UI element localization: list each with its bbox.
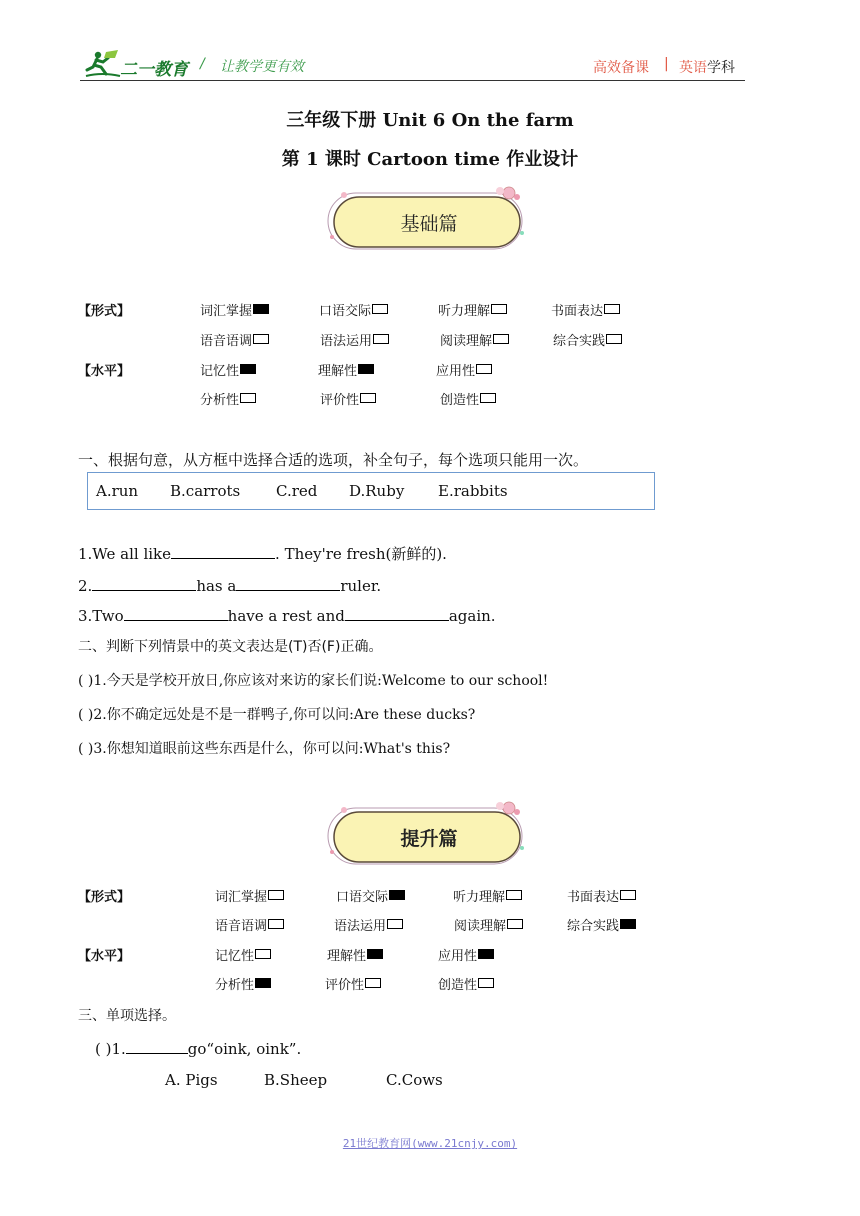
section1-level-label: 【水平】 bbox=[78, 364, 131, 379]
header-divider bbox=[80, 80, 745, 81]
checkbox-empty-icon bbox=[606, 334, 622, 344]
section1-form-label: 【形式】 bbox=[78, 304, 131, 319]
checkbox-empty-icon bbox=[373, 334, 389, 344]
s1-form-speaking: 口语交际 bbox=[319, 300, 388, 319]
checkbox-checked-icon bbox=[253, 304, 269, 314]
checkbox-empty-icon bbox=[372, 304, 388, 314]
part3-option-c: C.Cows bbox=[386, 1071, 443, 1089]
s2-form-speaking: 口语交际 bbox=[336, 886, 405, 905]
part2-item-3: ( )3.你想知道眼前这些东西是什么，你可以问:What's this? bbox=[78, 741, 451, 757]
part2-item-1: ( )1.今天是学校开放日,你应该对来访的家长们说:Welcome to our school! bbox=[78, 673, 549, 689]
checkbox-empty-icon bbox=[493, 334, 509, 344]
part2-instruction: 二、判断下列情景中的英文表达是(T)否(F)正确。 bbox=[78, 639, 383, 655]
s1-form-vocab: 词汇掌握 bbox=[200, 300, 269, 319]
part1-question-3: 3.Two have a rest and again. bbox=[78, 607, 496, 625]
s1-form-grammar: 语法运用 bbox=[320, 330, 389, 349]
s1-level-analysis: 分析性 bbox=[200, 389, 256, 408]
section2-form-label: 【形式】 bbox=[78, 890, 131, 905]
footer-link[interactable]: 21世纪教育网(www.21cnjy.com) bbox=[342, 1137, 518, 1150]
s1-level-understanding: 理解性 bbox=[318, 360, 374, 379]
badge-basic bbox=[324, 185, 534, 255]
s2-form-vocab: 词汇掌握 bbox=[215, 886, 284, 905]
checkbox-checked-icon bbox=[255, 978, 271, 988]
checkbox-checked-icon bbox=[358, 364, 374, 374]
s2-level-understanding: 理解性 bbox=[327, 945, 383, 964]
title-line-2: 第 1 课时 Cartoon time 作业设计 bbox=[281, 149, 579, 170]
part1-question-2: 2. has a ruler. bbox=[78, 577, 382, 595]
s1-form-listening: 听力理解 bbox=[438, 300, 507, 319]
checkbox-empty-icon bbox=[507, 919, 523, 929]
checkbox-empty-icon bbox=[491, 304, 507, 314]
s1-form-reading: 阅读理解 bbox=[440, 330, 509, 349]
part3-instruction: 三、单项选择。 bbox=[78, 1008, 176, 1024]
slogan: 让教学更有效 bbox=[220, 59, 304, 75]
option-b: B.carrots bbox=[170, 482, 241, 500]
checkbox-empty-icon bbox=[365, 978, 381, 988]
s2-level-application: 应用性 bbox=[438, 945, 494, 964]
option-c: C.red bbox=[276, 482, 318, 500]
badge-advanced-label: 提升篇 bbox=[400, 828, 458, 850]
s2-form-listening: 听力理解 bbox=[453, 886, 522, 905]
option-d: D.Ruby bbox=[349, 482, 405, 500]
checkbox-checked-icon bbox=[240, 364, 256, 374]
s2-form-phonetics: 语音语调 bbox=[215, 915, 284, 934]
s1-form-practice: 综合实践 bbox=[553, 330, 622, 349]
s2-form-grammar: 语法运用 bbox=[334, 915, 403, 934]
s1-level-application: 应用性 bbox=[436, 360, 492, 379]
title-line-1: 三年级下册 Unit 6 On the farm bbox=[286, 110, 574, 131]
answer-blank[interactable] bbox=[171, 544, 275, 559]
checkbox-checked-icon bbox=[478, 949, 494, 959]
checkbox-empty-icon bbox=[360, 393, 376, 403]
checkbox-empty-icon bbox=[506, 890, 522, 900]
checkbox-empty-icon bbox=[604, 304, 620, 314]
header-right-b1: 英语 bbox=[679, 60, 707, 76]
option-a: A.run bbox=[96, 482, 139, 500]
s2-level-creation: 创造性 bbox=[438, 974, 494, 993]
checkbox-empty-icon bbox=[240, 393, 256, 403]
answer-blank[interactable] bbox=[236, 576, 340, 591]
part3-question-1: ( )1. go“oink, oink”. bbox=[95, 1040, 302, 1058]
checkbox-empty-icon bbox=[255, 949, 271, 959]
s2-form-reading: 阅读理解 bbox=[454, 915, 523, 934]
option-e: E.rabbits bbox=[438, 482, 508, 500]
part2-item-2: ( )2.你不确定远处是不是一群鸭子,你可以问:Are these ducks? bbox=[78, 707, 476, 723]
checkbox-empty-icon bbox=[253, 334, 269, 344]
checkbox-checked-icon bbox=[367, 949, 383, 959]
badge-basic-label: 基础篇 bbox=[400, 213, 458, 235]
s2-level-memory: 记忆性 bbox=[215, 945, 271, 964]
header-right-sep: | bbox=[664, 56, 669, 72]
s1-form-writing: 书面表达 bbox=[551, 300, 620, 319]
s2-form-writing: 书面表达 bbox=[567, 886, 636, 905]
answer-blank[interactable] bbox=[345, 606, 449, 621]
slogan-slash: / bbox=[200, 56, 205, 72]
checkbox-empty-icon bbox=[480, 393, 496, 403]
logo-text: 二一教育 bbox=[120, 60, 188, 79]
checkbox-empty-icon bbox=[387, 919, 403, 929]
checkbox-empty-icon bbox=[268, 919, 284, 929]
part3-option-b: B.Sheep bbox=[264, 1071, 328, 1089]
checkbox-empty-icon bbox=[268, 890, 284, 900]
checkbox-empty-icon bbox=[620, 890, 636, 900]
answer-blank[interactable] bbox=[92, 576, 196, 591]
checkbox-checked-icon bbox=[389, 890, 405, 900]
badge-advanced bbox=[324, 800, 534, 870]
s1-level-creation: 创造性 bbox=[440, 389, 496, 408]
runner-logo-icon bbox=[84, 50, 122, 80]
part3-option-a: A. Pigs bbox=[165, 1071, 218, 1089]
answer-blank[interactable] bbox=[126, 1039, 188, 1054]
s1-form-phonetics: 语音语调 bbox=[200, 330, 269, 349]
s2-level-evaluation: 评价性 bbox=[325, 974, 381, 993]
checkbox-empty-icon bbox=[476, 364, 492, 374]
s1-level-evaluation: 评价性 bbox=[320, 389, 376, 408]
answer-blank[interactable] bbox=[124, 606, 228, 621]
s2-form-practice: 综合实践 bbox=[567, 915, 636, 934]
s1-level-memory: 记忆性 bbox=[200, 360, 256, 379]
checkbox-empty-icon bbox=[478, 978, 494, 988]
s2-level-analysis: 分析性 bbox=[215, 974, 271, 993]
part1-question-1: 1.We all like . They're fresh(新鲜的). bbox=[78, 545, 447, 563]
part1-instruction: 一、根据句意，从方框中选择合适的选项，补全句子，每个选项只能用一次。 bbox=[78, 451, 589, 469]
header-right-b2: 学科 bbox=[707, 60, 735, 76]
header-right-a: 高效备课 bbox=[593, 60, 649, 76]
checkbox-checked-icon bbox=[620, 919, 636, 929]
section2-level-label: 【水平】 bbox=[78, 949, 131, 964]
